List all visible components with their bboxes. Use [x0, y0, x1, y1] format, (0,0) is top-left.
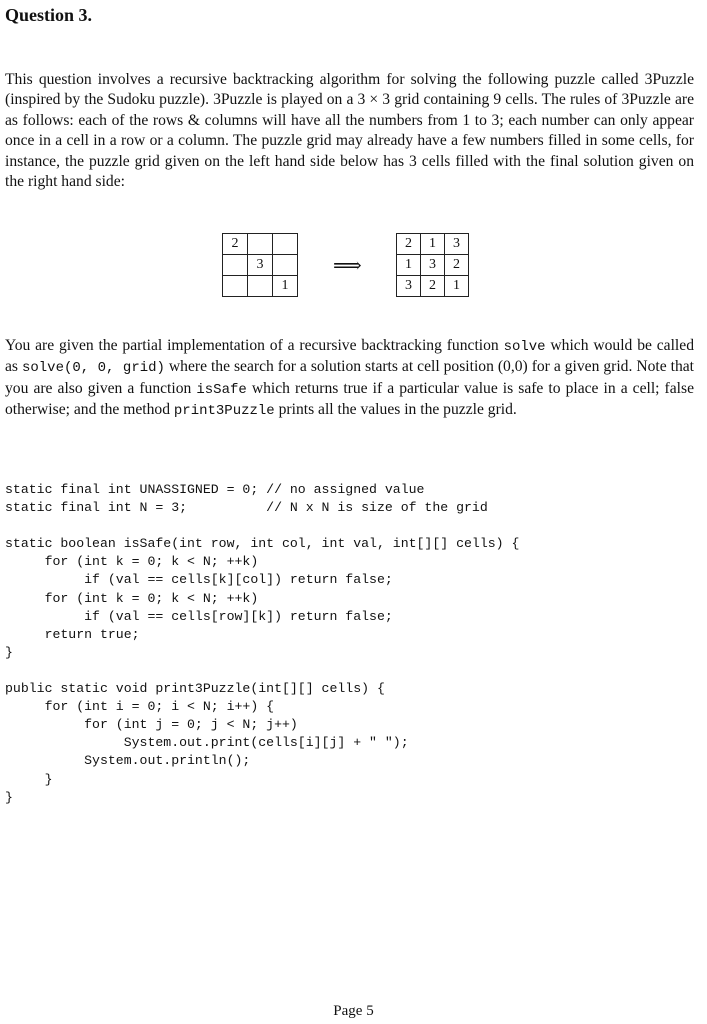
- implies-arrow-icon: ⟹: [333, 255, 362, 277]
- code-inline: isSafe: [196, 381, 247, 398]
- grid-cell: 1: [445, 276, 469, 297]
- grid-cell: [223, 255, 248, 276]
- page-number: Page 5: [333, 1003, 374, 1019]
- initial-puzzle-grid: [222, 233, 298, 297]
- grid-cell: 2: [397, 234, 421, 255]
- code-inline: print3Puzzle: [173, 403, 275, 420]
- grid-cell: 3: [248, 255, 273, 276]
- grid-cell: 3: [397, 276, 421, 297]
- intro-paragraph: This question involves a recursive backtracking algorithm for solving the following puzzle called 3Puzzle (inspired by the Sudoku puzzle). 3Puzzle is played on a 3 × 3 grid containing 9 cells. The rules of 3Puzzle are as follows: each of the rows & columns will have all the numbers from 1 to 3; each number can only appear once in a cell in a row or a column. The puzzle grid may already have a few numbers filled in some cells, for instance, the puzzle grid given on the left hand side below has 3 cells filled with the final solution given on the right hand side:: [5, 71, 694, 191]
- desc-text: which returns true if a particular value is safe to place in a cell; false otherwise; and the method: [5, 379, 694, 419]
- grid-cell: 1: [421, 234, 445, 255]
- desc-text: You are given the partial implementation of a recursive backtracking function: [5, 337, 504, 354]
- desc-text: which would be called as: [5, 337, 694, 376]
- code-inline: solve(0, 0, grid): [21, 360, 165, 377]
- grid-cell: 2: [421, 276, 445, 297]
- grid-cell: [223, 276, 248, 297]
- code-listing: static final int UNASSIGNED = 0; // no assigned value static final int N = 3; // N x N is size of the grid static boolean isSafe(int row, int col, int val, int[][] cells) { for (int k = 0; k < N; ++k) if (val == cells[k][col]) return false; for (int k = 0; k < N; ++k) if (val == cells[row][k]) return false; return true; } public static void print3Puzzle(int[][] cells) { for (int i = 0; i < N; i++) { for (int j = 0; j < N; j++) System.out.print(cells[i][j] + " "); System.out.println(); } }: [5, 482, 520, 805]
- desc-text: prints all the values in the puzzle grid.: [274, 401, 517, 419]
- question-heading: Question 3.: [5, 5, 93, 25]
- grid-cell: [248, 276, 273, 297]
- grid-cell: 1: [397, 255, 421, 276]
- grid-cell: 3: [445, 234, 469, 255]
- grid-cell: 2: [445, 255, 469, 276]
- grid-cell: 3: [421, 255, 445, 276]
- description-paragraph: [5, 336, 694, 422]
- grid-cell: [248, 234, 273, 255]
- grid-cell: [273, 234, 298, 255]
- code-inline: solve: [503, 339, 546, 355]
- grid-cell: 1: [273, 276, 298, 297]
- solution-puzzle-grid: [396, 233, 469, 297]
- grid-cell: 2: [223, 234, 248, 255]
- grid-cell: [273, 255, 298, 276]
- desc-text: where the search for a solution starts at cell position (0,0) for a given grid. Note that you are also given a function: [5, 358, 694, 397]
